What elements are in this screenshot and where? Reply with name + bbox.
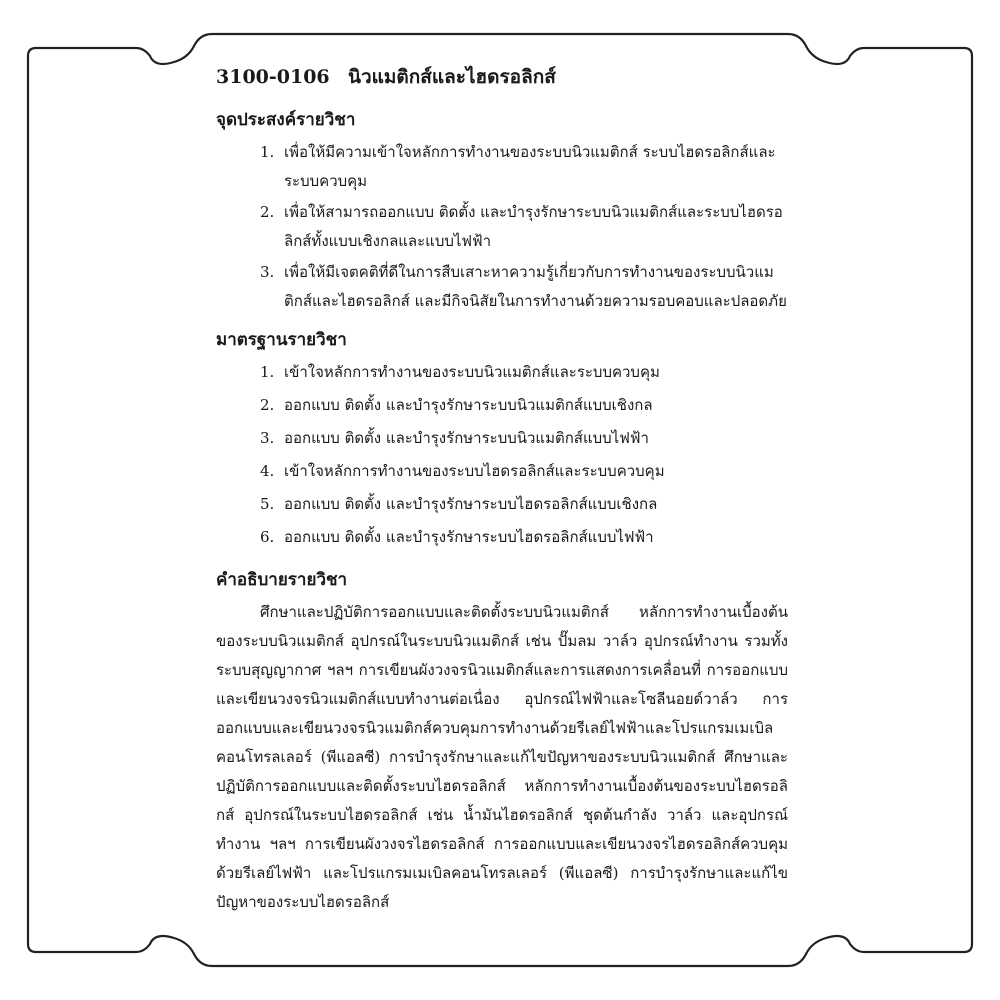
list-item [216,358,788,387]
list-item [216,138,788,196]
list-item [216,490,788,519]
item-number: 1. [260,363,275,381]
item-number: 4. [260,462,275,480]
document-body [216,62,788,917]
item-text: ออกแบบ ติดตั้ง และบำรุงรักษาระบบไฮดรอลิกส์แบบเชิงกล [284,495,658,513]
item-text: ออกแบบ ติดตั้ง และบำรุงรักษาระบบไฮดรอลิกส์แบบไฟฟ้า [284,528,654,546]
item-text: ออกแบบ ติดตั้ง และบำรุงรักษาระบบนิวแมติกส์แบบไฟฟ้า [284,429,649,447]
list-item [216,391,788,420]
item-number: 3. [260,429,275,447]
item-number: 5. [260,495,275,513]
course-header [216,62,788,102]
item-text: ออกแบบ ติดตั้ง และบำรุงรักษาระบบนิวแมติกส์แบบเชิงกล [284,396,653,414]
list-item [216,457,788,486]
description-heading: คำอธิบายรายวิชา [216,570,348,590]
item-text: เพื่อให้มีเจตคติที่ดีในการสืบเสาะหาความรู้เกี่ยวกับการทำงานของระบบนิวแมติกส์และไฮดรอลิกส์ และมีกิจนิสัยในการทำงานด้วยความรอบคอบและปลอดภัย [284,263,787,310]
objectives-heading: จุดประสงค์รายวิชา [216,110,356,130]
standards-heading: มาตรฐานรายวิชา [216,330,347,350]
item-number: 2. [260,203,275,221]
list-item [216,198,788,256]
course-code: 3100-0106 [216,66,330,88]
item-number: 2. [260,396,275,414]
item-text: เข้าใจหลักการทำงานของระบบไฮดรอลิกส์และระบบควบคุม [284,462,665,480]
item-text: เพื่อให้สามารถออกแบบ ติดตั้ง และบำรุงรักษาระบบนิวแมติกส์และระบบไฮดรอลิกส์ทั้งแบบเชิงกลและแบบไฟฟ้า [284,203,783,250]
course-title: นิวแมติกส์และไฮดรอลิกส์ [348,66,556,88]
list-item [216,523,788,552]
objectives-list [216,138,788,316]
item-number: 1. [260,143,275,161]
list-item [216,258,788,316]
item-number: 3. [260,263,275,281]
item-number: 6. [260,528,275,546]
standards-list [216,358,788,552]
list-item [216,424,788,453]
item-text: เพื่อให้มีความเข้าใจหลักการทำงานของระบบนิวแมติกส์ ระบบไฮดรอลิกส์และระบบควบคุม [284,143,776,190]
description-paragraph: ศึกษาและปฏิบัติการออกแบบและติดตั้งระบบนิวแมติกส์ หลักการทำงานเบื้องต้นของระบบนิวแมติกส์ อุปกรณ์ในระบบนิวแมติกส์ เช่น ปั๊มลม วาล์ว อุปกรณ์ทำงาน รวมทั้งระบบสุญญากาศ ฯลฯ การเขียนผังวงจรนิวแมติกส์และการแสดงการเคลื่อนที่ การออกแบบและเขียนวงจรนิวแมติกส์แบบทำงานต่อเนื่อง อุปกรณ์ไฟฟ้าและโซลีนอยด์วาล์ว การออกแบบและเขียนวงจรนิวแมติกส์ควบคุมการทำงานด้วยรีเลย์ไฟฟ้าและโปรแกรมเมเบิลคอนโทรลเลอร์ (พีแอลซี) การบำรุงรักษาและแก้ไขปัญหาของระบบนิวแมติกส์ ศึกษาและปฏิบัติการออกแบบและติดตั้งระบบไฮดรอลิกส์ หลักการทำงานเบื้องต้นของระบบไฮดรอลิกส์ อุปกรณ์ในระบบไฮดรอลิกส์ เช่น น้ำมันไฮดรอลิกส์ ชุดต้นกำลัง วาล์ว และอุปกรณ์ทำงาน ฯลฯ การเขียนผังวงจรไฮดรอลิกส์ การออกแบบและเขียนวงจรไฮดรอลิกส์ควบคุมด้วยรีเลย์ไฟฟ้า และโปรแกรมเมเบิลคอนโทรลเลอร์ (พีแอลซี) การบำรุงรักษาและแก้ไขปัญหาของระบบไฮดรอลิกส์ [216,603,788,911]
item-text: เข้าใจหลักการทำงานของระบบนิวแมติกส์และระบบควบคุม [284,363,660,381]
